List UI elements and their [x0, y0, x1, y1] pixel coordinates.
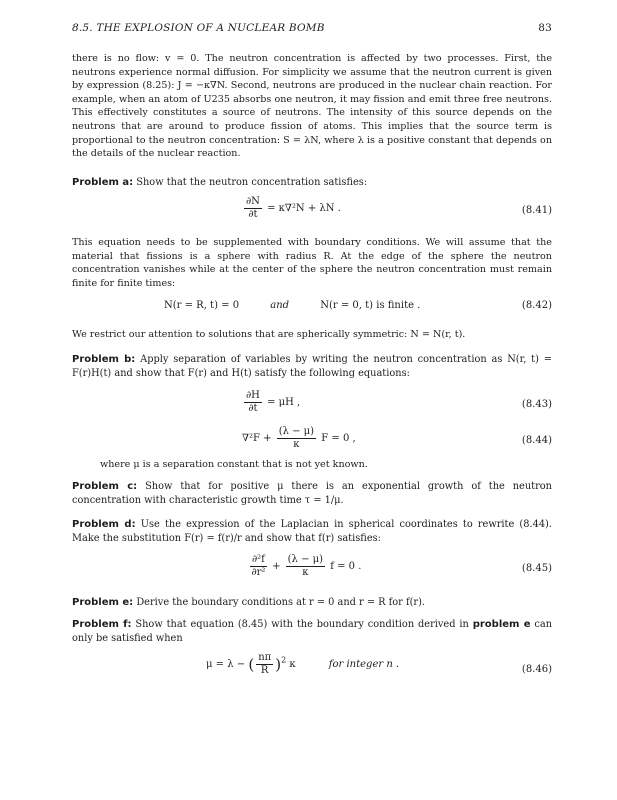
problem-e [72, 596, 552, 610]
problem-b-text: Apply separation of variables by writing the neutron concentration as N(r, t) = F(r)H(t) and show that F(r) and H(t) satisfy the following equations: [72, 354, 552, 379]
problem-c-label: Problem c: [72, 481, 138, 492]
eq846-pre: μ = λ − [206, 659, 246, 670]
problem-a-label: Problem a: [72, 177, 134, 188]
eq842-left: N(r = R, t) = 0 [164, 300, 240, 311]
problem-a-text: Show that the neutron concentration satisfies: [136, 177, 368, 188]
problem-a [72, 176, 552, 190]
problem-d-label: Problem d: [72, 519, 136, 530]
symmetry-paragraph: We restrict our attention to solutions that are spherically symmetric: N = N(r, t). [72, 329, 466, 340]
eq845-plus: + [272, 561, 281, 572]
eq846-denominator: R [260, 665, 269, 676]
equation-8-44 [72, 426, 552, 458]
eq845-denominator: ∂r² [251, 567, 266, 578]
eq845-post: f = 0 . [330, 561, 362, 572]
problem-d [72, 518, 552, 546]
eq843-number: (8.43) [521, 399, 552, 410]
eq843-denominator: ∂t [248, 403, 258, 414]
problem-f-text: Show that equation (8.45) with the boundary condition derived in [135, 619, 469, 630]
problem-f-label: Problem f: [72, 619, 132, 630]
equation-8-42 [72, 300, 552, 316]
eq846-number: (8.46) [521, 664, 552, 675]
section-title: 8.5. THE EXPLOSION OF A NUCLEAR BOMB [72, 22, 325, 34]
eq845-frac-denominator: κ [302, 567, 309, 578]
problem-d-text: Use the expression of the Laplacian in spherical coordinates to rewrite (8.44). Make the substitution F(r) = f(r)/r and show that f(r) satisfies: [72, 519, 552, 544]
eq845-frac-numerator: (λ − μ) [287, 554, 324, 565]
problem-f-reference: problem e [472, 619, 531, 630]
problem-c [72, 480, 552, 508]
equation-8-46: μ = λ − ( $\frac{n\pi}{R}$ )$^2$ κ for integer n . (8.46) [206, 652, 552, 676]
eq844-number: (8.44) [521, 435, 552, 446]
boundary-paragraph: This equation needs to be supplemented with boundary conditions. We will assume that the material that fissions is a sphere with radius R. At the edge of the sphere the neutron concentration vanishes while at the center of the sphere the neutron concentration must remain finite for finite times: [72, 237, 552, 289]
problem-f-text-after: can only be satisfied when [72, 619, 553, 644]
problem-e-text: Derive the boundary conditions at r = 0 and r = R for f(r). [136, 597, 426, 608]
eq846-numerator: nπ [258, 652, 272, 663]
eq842-and: and [270, 300, 290, 311]
eq843-rhs: = μH , [267, 397, 301, 408]
page-number: 83 [538, 22, 552, 34]
separation-constant-note: where μ is a separation constant that is not yet known. [100, 459, 368, 470]
intro-paragraph: there is no flow: v = 0. The neutron concentration is affected by two processes. First, the neutrons experience normal diffusion. For simplicity we assume that the neutron current is given by expression (8.25): J = −κ∇N. Second, neutrons are produced in the nuclear chain reaction. For example, when an atom of U235 absorbs one neutron, it may fission and emit three free neutrons. This effectively constitutes a source of neutrons. The intensity of this source depends on the neutrons that are around to produce fission of atoms. This implies that the source term is proportional to the neutron concentration: S = λN, where λ is a positive constant that depends on the details of the nuclear reaction. [72, 53, 552, 160]
eq842-number: (8.42) [521, 300, 552, 311]
eq844-pre: ∇²F + [242, 433, 272, 444]
problem-b-label: Problem b: [72, 354, 136, 365]
eq846-condition: for integer n . [328, 659, 400, 670]
eq844-denominator: κ [293, 439, 300, 450]
eq841-denominator: ∂t [248, 209, 258, 220]
problem-e-label: Problem e: [72, 597, 134, 608]
eq843-numerator: ∂H [246, 390, 260, 401]
eq846-kappa: κ [289, 659, 296, 670]
running-header [72, 22, 552, 36]
eq842-right: N(r = 0, t) is finite . [320, 300, 421, 311]
equation-8-45 [72, 554, 552, 586]
eq846-exponent: 2 [281, 655, 287, 665]
eq844-post: F = 0 , [321, 433, 356, 444]
problem-f [72, 618, 552, 646]
eq841-number: (8.41) [521, 205, 552, 216]
eq845-number: (8.45) [521, 563, 552, 574]
eq844-numerator: (λ − μ) [278, 426, 315, 437]
problem-c-text: Show that for positive μ there is an exponential growth of the neutron concentration with characteristic growth time τ = 1/μ. [72, 481, 552, 506]
eq841-numerator: ∂N [246, 196, 260, 207]
eq845-numerator: ∂²f [252, 554, 265, 565]
eq841-rhs: = κ∇²N + λN . [267, 203, 341, 214]
equation-8-43 [72, 390, 552, 422]
equation-8-41 [72, 196, 552, 228]
problem-b [72, 353, 552, 381]
